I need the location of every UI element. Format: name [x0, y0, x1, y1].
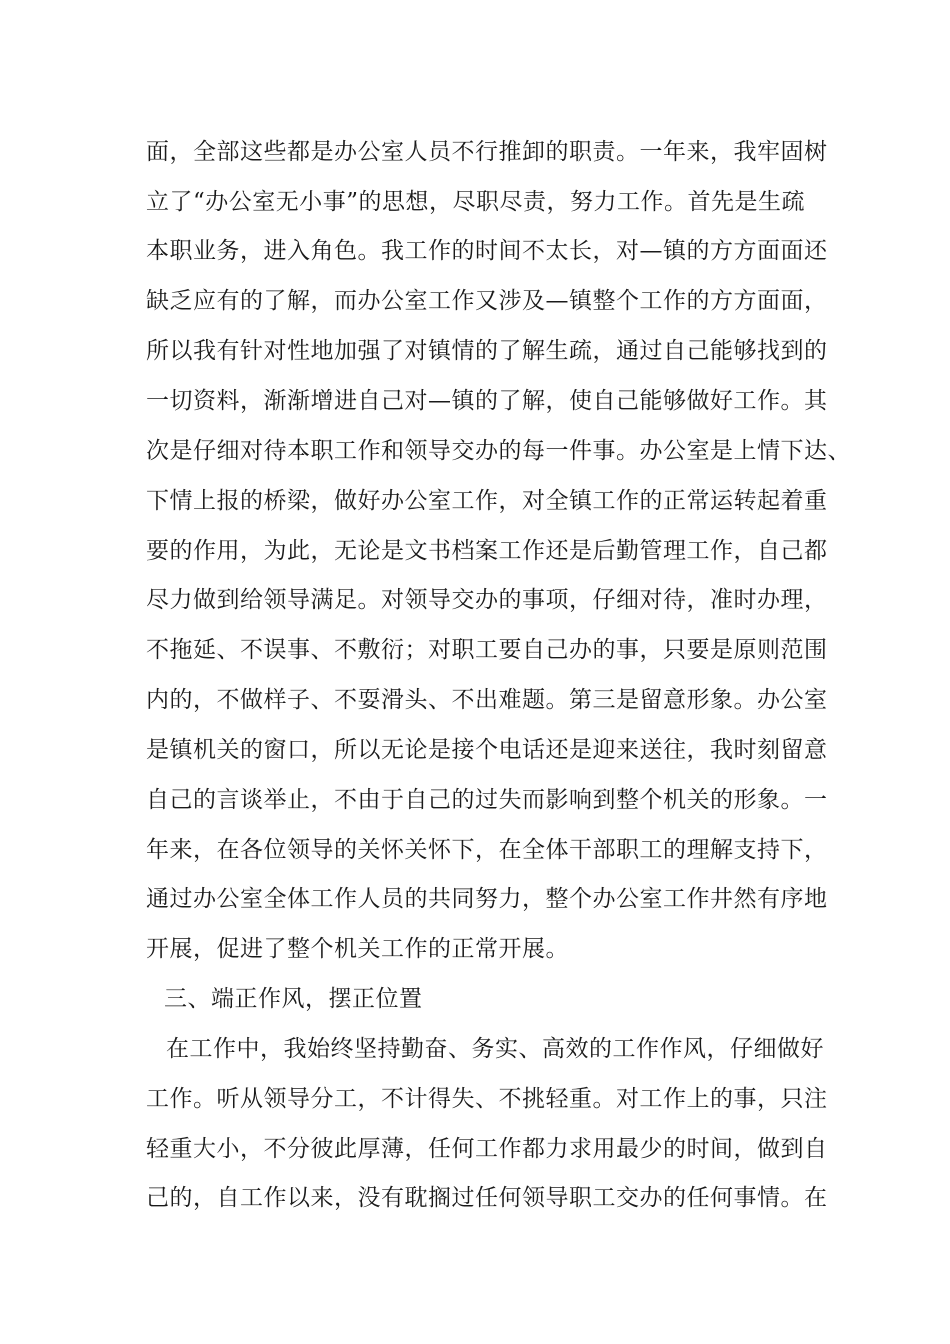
text-line: 内的，不做样子、不耍滑头、不出难题。第三是留意形象。办公室	[146, 687, 828, 713]
text-line: 面，全部这些都是办公室人员不行推卸的职责。一年来，我牢固树	[146, 139, 828, 165]
text-line: 缺乏应有的了解，而办公室工作又涉及—镇整个工作的方方面面，	[146, 288, 828, 314]
text-line: 本职业务，进入角色。我工作的时间不太长，对—镇的方方面面还	[146, 238, 828, 264]
text-line: 工作。听从领导分工，不计得失、不挑轻重。对工作上的事，只注	[146, 1086, 828, 1112]
text-line: 开展，促进了整个机关工作的正常开展。	[146, 936, 569, 962]
text-line: 尽力做到给领导满足。对领导交办的事项，仔细对待，准时办理，	[146, 587, 828, 613]
text-line: 要的作用，为此，无论是文书档案工作还是后勤管理工作，自己都	[146, 538, 828, 564]
text-line: 在工作中，我始终坚持勤奋、务实、高效的工作作风，仔细做好	[166, 1036, 824, 1062]
text-line: 己的，自工作以来，没有耽搁过任何领导职工交办的任何事情。在	[146, 1185, 828, 1211]
text-line: 下情上报的桥梁，做好办公室工作，对全镇工作的正常运转起着重	[146, 488, 828, 514]
section-heading: 三、端正作风，摆正位置	[164, 986, 423, 1012]
text-line: 是镇机关的窗口，所以无论是接个电话还是迎来送往，我时刻留意	[146, 737, 828, 763]
text-line: 通过办公室全体工作人员的共同努力，整个办公室工作井然有序地	[146, 886, 828, 912]
text-line: 年来，在各位领导的关怀关怀下，在全体干部职工的理解支持下，	[146, 837, 828, 863]
text-line: 所以我有针对性地加强了对镇情的了解生疏，通过自己能够找到的	[146, 338, 828, 364]
text-line: 立了“办公室无小事”的思想，尽职尽责，努力工作。首先是生疏	[146, 189, 806, 215]
text-line: 次是仔细对待本职工作和领导交办的每一件事。办公室是上情下达、	[146, 438, 851, 464]
text-line: 一切资料，渐渐增进自己对—镇的了解，使自己能够做好工作。其	[146, 388, 828, 414]
text-line: 自己的言谈举止，不由于自己的过失而影响到整个机关的形象。一	[146, 787, 828, 813]
text-line: 不拖延、不误事、不敷衍；对职工要自己办的事，只要是原则范围	[146, 637, 828, 663]
text-line: 轻重大小，不分彼此厚薄，任何工作都力求用最少的时间，做到自	[146, 1136, 828, 1162]
